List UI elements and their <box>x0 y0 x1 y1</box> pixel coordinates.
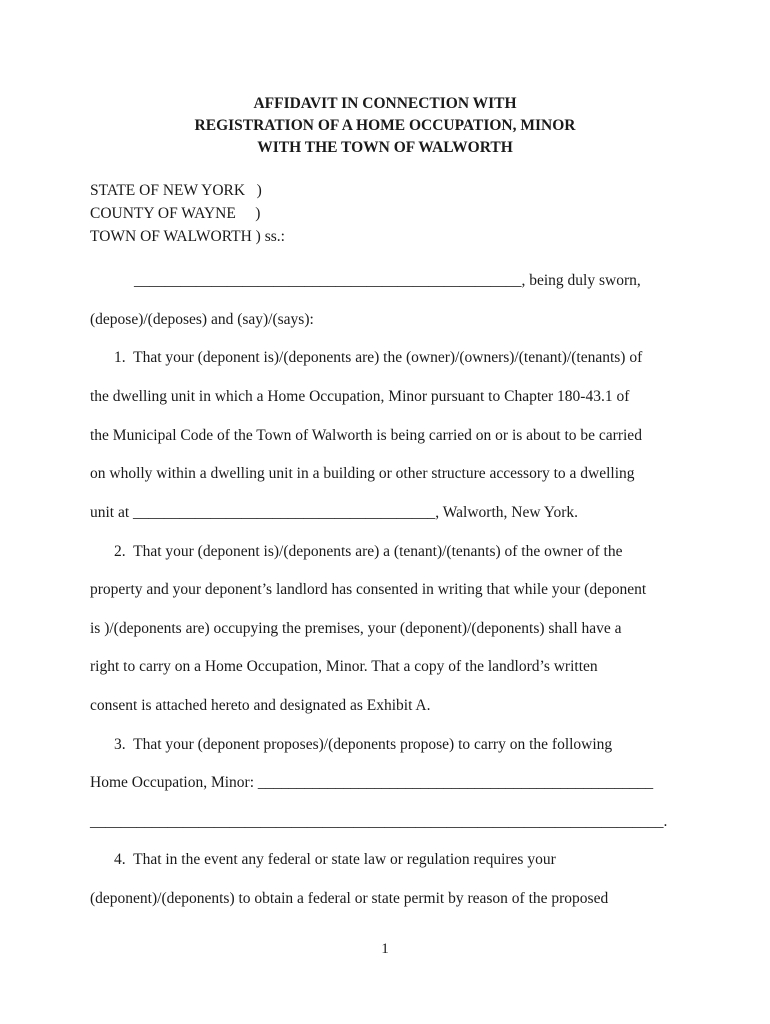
deponent-name-line: __________________________________________________, being duly sworn, <box>134 272 641 289</box>
paragraph-1-line-3: the Municipal Code of the Town of Walworth is being carried on or is about to be carried <box>90 427 642 444</box>
title-line-1: AFFIDAVIT IN CONNECTION WITH <box>253 95 517 112</box>
paragraph-1-line-1: 1. That your (deponent is)/(deponents are) the (owner)/(owners)/(tenant)/(tenants) of <box>114 349 643 366</box>
caption-state: STATE OF NEW YORK ) <box>90 182 262 199</box>
paragraph-4-line-1: 4. That in the event any federal or state law or regulation requires your <box>114 851 556 868</box>
depose-line: (depose)/(deposes) and (say)/(says): <box>90 311 314 328</box>
paragraph-3-line-1: 3. That your (deponent proposes)/(deponents propose) to carry on the following <box>114 736 613 753</box>
paragraph-4-line-2: (deponent)/(deponents) to obtain a federal or state permit by reason of the proposed <box>90 890 609 907</box>
paragraph-1-line-2: the dwelling unit in which a Home Occupation, Minor pursuant to Chapter 180-43.1 of <box>90 388 630 405</box>
paragraph-2-line-3: is )/(deponents are) occupying the premises, your (deponent)/(deponents) shall have a <box>90 620 622 637</box>
paragraph-2-line-2: property and your deponent’s landlord has consented in writing that while your (deponent <box>90 581 647 598</box>
caption-county: COUNTY OF WAYNE ) <box>90 205 261 222</box>
paragraph-2-line-4: right to carry on a Home Occupation, Minor. That a copy of the landlord’s written <box>90 658 598 675</box>
paragraph-1-line-5: unit at _______________________________________, Walworth, New York. <box>90 504 579 521</box>
paragraph-3-line-3: __________________________________________________________________________. <box>90 813 668 830</box>
paragraph-2-line-5: consent is attached hereto and designated as Exhibit A. <box>90 697 431 714</box>
title-line-3: WITH THE TOWN OF WALWORTH <box>257 139 513 156</box>
page-number: 1 <box>381 941 389 957</box>
caption-town: TOWN OF WALWORTH ) ss.: <box>90 228 285 245</box>
title-line-2: REGISTRATION OF A HOME OCCUPATION, MINOR <box>194 117 576 134</box>
paragraph-3-line-2: Home Occupation, Minor: ___________________________________________________ <box>90 774 654 791</box>
paragraph-2-line-1: 2. That your (deponent is)/(deponents are) a (tenant)/(tenants) of the owner of the <box>114 543 623 560</box>
paragraph-1-line-4: on wholly within a dwelling unit in a building or other structure accessory to a dwelling <box>90 465 635 482</box>
